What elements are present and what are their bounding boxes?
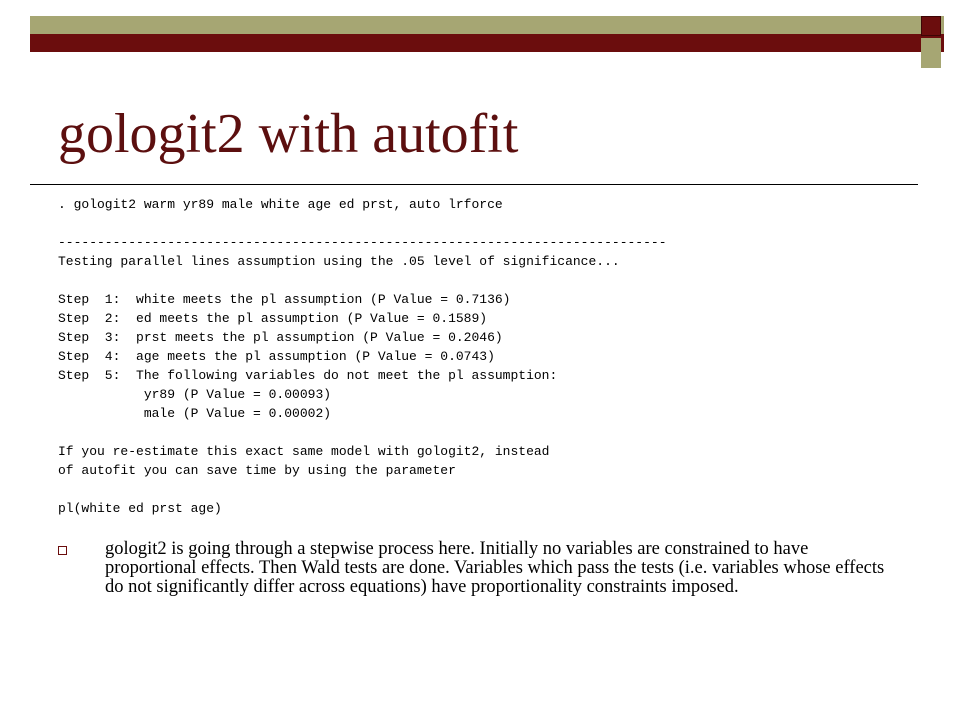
- code-line: yr89 (P Value = 0.00093): [58, 387, 332, 402]
- header-band-olive: [30, 16, 944, 34]
- bullet-text: gologit2 is going through a stepwise process here. Initially no variables are constrained to have proportional effects. Then Wald tests are done. Variables which pass the tests (i.e. variables whose effects do not significantly differ across equations) have proportionality constraints imposed.: [105, 539, 885, 597]
- code-line: Step 1: white meets the pl assumption (P Value = 0.7136): [58, 292, 511, 307]
- code-line: Testing parallel lines assumption using the .05 level of significance...: [58, 254, 620, 269]
- header-band-maroon: [30, 34, 944, 52]
- bullet-point: [58, 540, 898, 597]
- code-line: . gologit2 warm yr89 male white age ed prst, auto lrforce: [58, 197, 503, 212]
- corner-square-olive: [921, 38, 941, 68]
- code-line: ------------------------------------------------------------------------------: [58, 235, 667, 250]
- code-line: male (P Value = 0.00002): [58, 406, 332, 421]
- square-bullet-icon: [58, 546, 67, 555]
- code-line: [58, 423, 667, 442]
- title-divider: [30, 184, 918, 185]
- corner-square-maroon: [921, 16, 941, 36]
- code-line: Step 4: age meets the pl assumption (P Value = 0.0743): [58, 349, 495, 364]
- code-line: pl(white ed prst age): [58, 501, 222, 516]
- code-line: of autofit you can save time by using the parameter: [58, 463, 456, 478]
- code-line: If you re-estimate this exact same model with gologit2, instead: [58, 444, 550, 459]
- code-line: [58, 480, 667, 499]
- slide-title: gologit2 with autofit: [58, 103, 519, 165]
- code-line: [58, 214, 667, 233]
- code-output-block: [58, 195, 667, 518]
- code-line: Step 5: The following variables do not meet the pl assumption:: [58, 368, 558, 383]
- code-line: Step 2: ed meets the pl assumption (P Value = 0.1589): [58, 311, 488, 326]
- code-line: Step 3: prst meets the pl assumption (P Value = 0.2046): [58, 330, 503, 345]
- code-line: [58, 271, 667, 290]
